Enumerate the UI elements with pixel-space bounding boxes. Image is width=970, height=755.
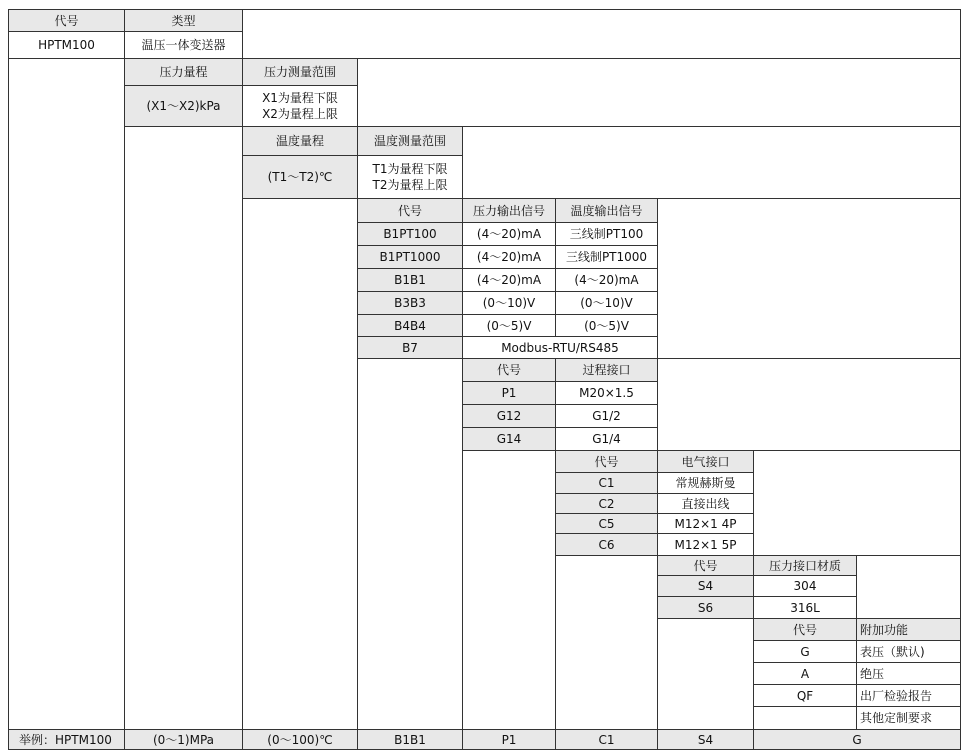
material-row-value: 304	[753, 575, 857, 597]
electrical-row-code: C1	[555, 472, 658, 494]
example-material: S4	[657, 729, 754, 750]
output-row-temperature: (0～10)V	[555, 291, 658, 315]
output-row-code: B1B1	[357, 268, 463, 292]
extra-row-value: 表压（默认)	[856, 640, 961, 663]
output-row-code: B4B4	[357, 314, 463, 337]
material-header: 压力接口材质	[753, 555, 857, 576]
material-row-code: S4	[657, 575, 754, 597]
col4-body	[462, 450, 556, 730]
level5-blank	[753, 450, 961, 556]
output-row-pressure: (4～20)mA	[462, 222, 556, 246]
output-pressure-header: 压力输出信号	[462, 198, 556, 223]
type-header: 类型	[124, 9, 243, 32]
extra-header: 附加功能	[856, 618, 961, 641]
electrical-code-header: 代号	[555, 450, 658, 473]
level3-blank	[657, 198, 961, 359]
pressure-range-desc-header: 压力测量范围	[242, 58, 358, 86]
example-temperature: (0～100)℃	[242, 729, 358, 750]
model-code: HPTM100	[8, 31, 125, 59]
col3-body	[357, 358, 463, 730]
output-row-pressure: (0～5)V	[462, 314, 556, 337]
electrical-row-code: C6	[555, 533, 658, 556]
temperature-range-header: 温度量程	[242, 126, 358, 156]
temperature-range-value: (T1～T2)℃	[242, 155, 358, 199]
extra-row-value: 其他定制要求	[856, 706, 961, 730]
process-header: 过程接口	[555, 358, 658, 382]
extra-row-code: G	[753, 640, 857, 663]
pressure-range-header: 压力量程	[124, 58, 243, 86]
output-code-header: 代号	[357, 198, 463, 223]
extra-row-code: QF	[753, 684, 857, 707]
code-header: 代号	[8, 9, 125, 32]
example-pressure: (0～1)MPa	[124, 729, 243, 750]
col5-body	[555, 555, 658, 730]
output-row-temperature: (0～5)V	[555, 314, 658, 337]
process-row-value: M20×1.5	[555, 381, 658, 405]
col6-body	[657, 618, 754, 730]
example-label: 举例：HPTM100	[8, 729, 125, 750]
electrical-row-value: 直接出线	[657, 493, 754, 514]
electrical-row-code: C2	[555, 493, 658, 514]
example-electrical: C1	[555, 729, 658, 750]
output-row-modbus: Modbus-RTU/RS485	[462, 336, 658, 359]
output-row-code: B1PT100	[357, 222, 463, 246]
output-row-pressure: (4～20)mA	[462, 268, 556, 292]
electrical-row-value: M12×1 4P	[657, 513, 754, 534]
output-row-pressure: (4～20)mA	[462, 245, 556, 269]
output-row-temperature: 三线制PT100	[555, 222, 658, 246]
output-row-temperature: (4～20)mA	[555, 268, 658, 292]
extra-row-code	[753, 706, 857, 730]
electrical-row-value: M12×1 5P	[657, 533, 754, 556]
output-row-code: B3B3	[357, 291, 463, 315]
extra-row-value: 绝压	[856, 662, 961, 685]
extra-row-code: A	[753, 662, 857, 685]
col0-body	[8, 58, 125, 730]
electrical-row-code: C5	[555, 513, 658, 534]
pressure-range-value: (X1～X2)kPa	[124, 85, 243, 127]
extra-row-value: 出厂检验报告	[856, 684, 961, 707]
extra-code-header: 代号	[753, 618, 857, 641]
example-process: P1	[462, 729, 556, 750]
process-row-code: P1	[462, 381, 556, 405]
col2-body	[242, 198, 358, 730]
output-row-code: B7	[357, 336, 463, 359]
electrical-header: 电气接口	[657, 450, 754, 473]
output-row-code: B1PT1000	[357, 245, 463, 269]
pressure-range-desc: X1为量程下限 X2为量程上限	[242, 85, 358, 127]
material-row-value: 316L	[753, 596, 857, 619]
temperature-range-desc: T1为量程下限 T2为量程上限	[357, 155, 463, 199]
level4-blank	[657, 358, 961, 451]
output-row-pressure: (0～10)V	[462, 291, 556, 315]
electrical-row-value: 常规赫斯曼	[657, 472, 754, 494]
process-row-code: G14	[462, 427, 556, 451]
level1-blank	[357, 58, 961, 127]
process-row-value: G1/2	[555, 404, 658, 428]
top-blank	[242, 9, 961, 59]
process-code-header: 代号	[462, 358, 556, 382]
example-extra: G	[753, 729, 961, 750]
process-row-code: G12	[462, 404, 556, 428]
level2-blank	[462, 126, 961, 199]
level6-blank	[856, 555, 961, 619]
material-code-header: 代号	[657, 555, 754, 576]
col1-body	[124, 126, 243, 730]
output-row-temperature: 三线制PT1000	[555, 245, 658, 269]
output-temperature-header: 温度输出信号	[555, 198, 658, 223]
process-row-value: G1/4	[555, 427, 658, 451]
example-output: B1B1	[357, 729, 463, 750]
material-row-code: S6	[657, 596, 754, 619]
model-type: 温压一体变送器	[124, 31, 243, 59]
temperature-range-desc-header: 温度测量范围	[357, 126, 463, 156]
